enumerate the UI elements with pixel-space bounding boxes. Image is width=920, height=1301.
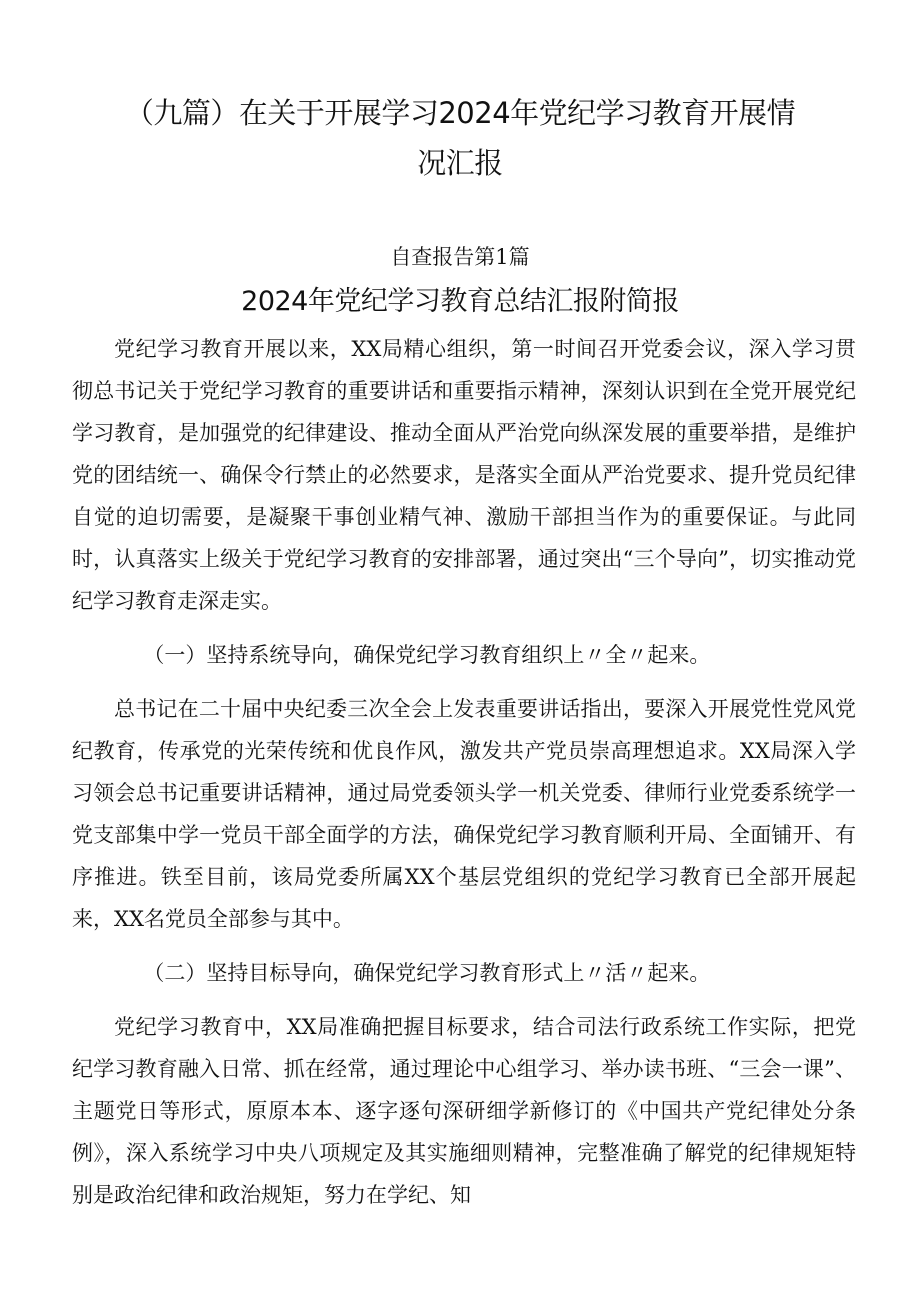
report-sub-label: 自查报告第1篇	[390, 245, 530, 269]
main-title-line-1: （九篇）在关于开展学习2024年党纪学习教育开展情	[124, 96, 796, 130]
main-title-line-2: 况汇报	[417, 146, 503, 180]
article-title: 2024年党纪学习教育总结汇报附简报	[241, 286, 679, 317]
body-paragraph: 党纪学习教育开展以来，XX局精心组织，第一时间召开党委会议，深入学习贯彻总书记关于党纪学习教育的重要讲话和重要指示精神，深刻认识到在全党开展党纪学习教育，是加强党的纪律建设、推动全面从严治党向纵深发展的重要举措，是维护党的团结统一、确保令行禁止的必然要求，是落实全面从严治党要求、提升党员纪律自觉的迫切需要，是凝聚干事创业精气神、激励干部担当作为的重要保证。与此同时，认真落实上级关于党纪学习教育的安排部署，通过突出“三个导向”，切实推动党纪学习教育走深走实。	[72, 337, 856, 613]
body-paragraph: 总书记在二十届中央纪委三次全会上发表重要讲话指出，要深入开展党性党风党纪教育，传承党的光荣传统和优良作风，激发共产党员崇高理想追求。XX局深入学习领会总书记重要讲话精神，通过局党委领头学一机关党委、律师行业党委系统学一党支部集中学一党员干部全面学的方法，确保党纪学习教育顺利开局、全面铺开、有序推进。铁至目前，该局党委所属XX个基层党组织的党纪学习教育已全部开展起来，XX名党员全部参与其中。	[72, 697, 856, 931]
section-heading: （二）坚持目标导向，确保党纪学习教育形式上〃活〃起来。	[143, 961, 711, 985]
document-main-title	[0, 88, 920, 188]
section-heading: （一）坚持系统导向，确保党纪学习教育组织上〃全〃起来。	[143, 643, 711, 667]
document-body	[72, 328, 856, 1228]
body-paragraph: 党纪学习教育中，XX局准确把握目标要求，结合司法行政系统工作实际，把党纪学习教育融入日常、抓在经常，通过理论中心组学习、举办读书班、“三会一课”、主题党日等形式，原原本本、逐字逐句深研细学新修订的《中国共产党纪律处分条例》，深入系统学习中央八项规定及其实施细则精神，完整准确了解党的纪律规矩特别是政治纪律和政治规矩，努力在学纪、知	[72, 1015, 856, 1207]
